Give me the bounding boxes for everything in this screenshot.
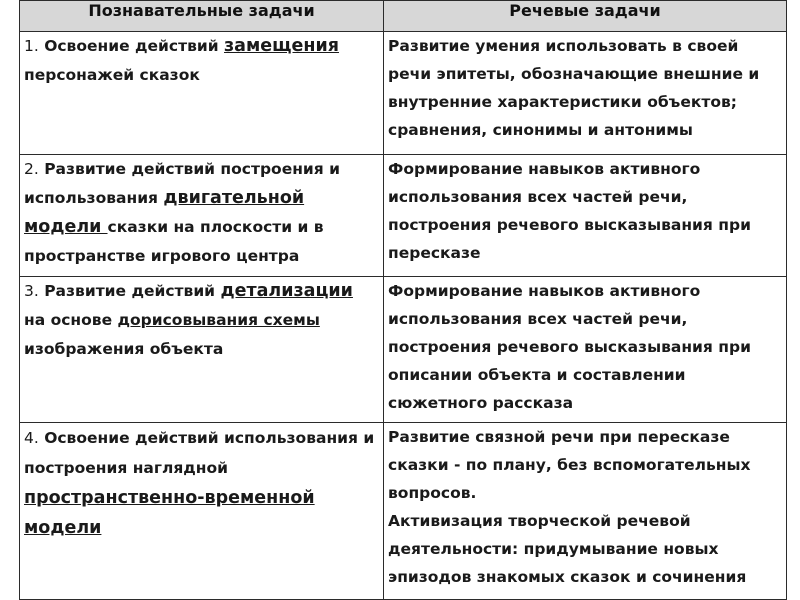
cell-paragraph: Активизация творческой речевой деятельности: придумывание новых эпизодов знакомых сказок и сочинения — [388, 511, 747, 586]
table-row — [20, 155, 787, 276]
cell-paragraph: Формирование навыков активного использования всех частей речи, построения речевого высказывания при пересказе — [388, 160, 751, 263]
row-number: 3. — [24, 281, 39, 300]
cognitive-task-cell — [20, 32, 384, 155]
key-term: пространственно-временной модели — [24, 487, 315, 538]
key-term: двигательной модели — [24, 188, 305, 238]
key-term: замещения — [224, 36, 339, 56]
header-speech-tasks: Речевые задачи — [384, 1, 787, 32]
cognitive-task-cell — [20, 422, 384, 599]
speech-task-cell — [384, 155, 787, 276]
cell-text: Освоение действий использования и построения наглядной — [24, 428, 375, 477]
tasks-table — [19, 0, 787, 600]
key-term: дорисовывания схемы — [117, 310, 320, 329]
header-cognitive-tasks: Познавательные задачи — [20, 1, 384, 32]
header-row — [20, 1, 787, 32]
cognitive-task-cell — [20, 155, 384, 276]
cognitive-task-cell — [20, 276, 384, 422]
cell-paragraph: Развитие умения использовать в своей речи эпитеты, обозначающие внешние и внутренние характеристики объектов; сравнения, синонимы и антонимы — [388, 37, 760, 139]
row-number: 4. — [24, 428, 39, 447]
table-row — [20, 32, 787, 155]
cell-text: на основе — [24, 310, 118, 329]
cell-text: сказки на плоскости и в пространстве игрового центра — [24, 218, 324, 266]
table-row — [20, 422, 787, 599]
row-number: 1. — [24, 37, 39, 55]
cell-text: Развитие действий — [38, 281, 221, 300]
cell-paragraph: Развитие связной речи при пересказе сказки - по плану, без вспомогательных вопросов. — [388, 427, 751, 502]
speech-task-cell — [384, 422, 787, 599]
cell-text: Освоение действий — [38, 37, 224, 55]
speech-task-cell — [384, 32, 787, 155]
table-row — [20, 276, 787, 422]
cell-paragraph: Формирование навыков активного использования всех частей речи, построения речевого высказывания при описании объекта и составлении сюжетного рассказа — [388, 281, 751, 412]
row-number: 2. — [24, 160, 39, 179]
cell-text: Развитие действий построения и использования — [24, 160, 340, 208]
speech-task-cell — [384, 276, 787, 422]
cell-text: персонажей сказок — [24, 66, 200, 84]
cell-text: изображения объекта — [24, 339, 224, 358]
key-term: детализации — [220, 280, 353, 301]
